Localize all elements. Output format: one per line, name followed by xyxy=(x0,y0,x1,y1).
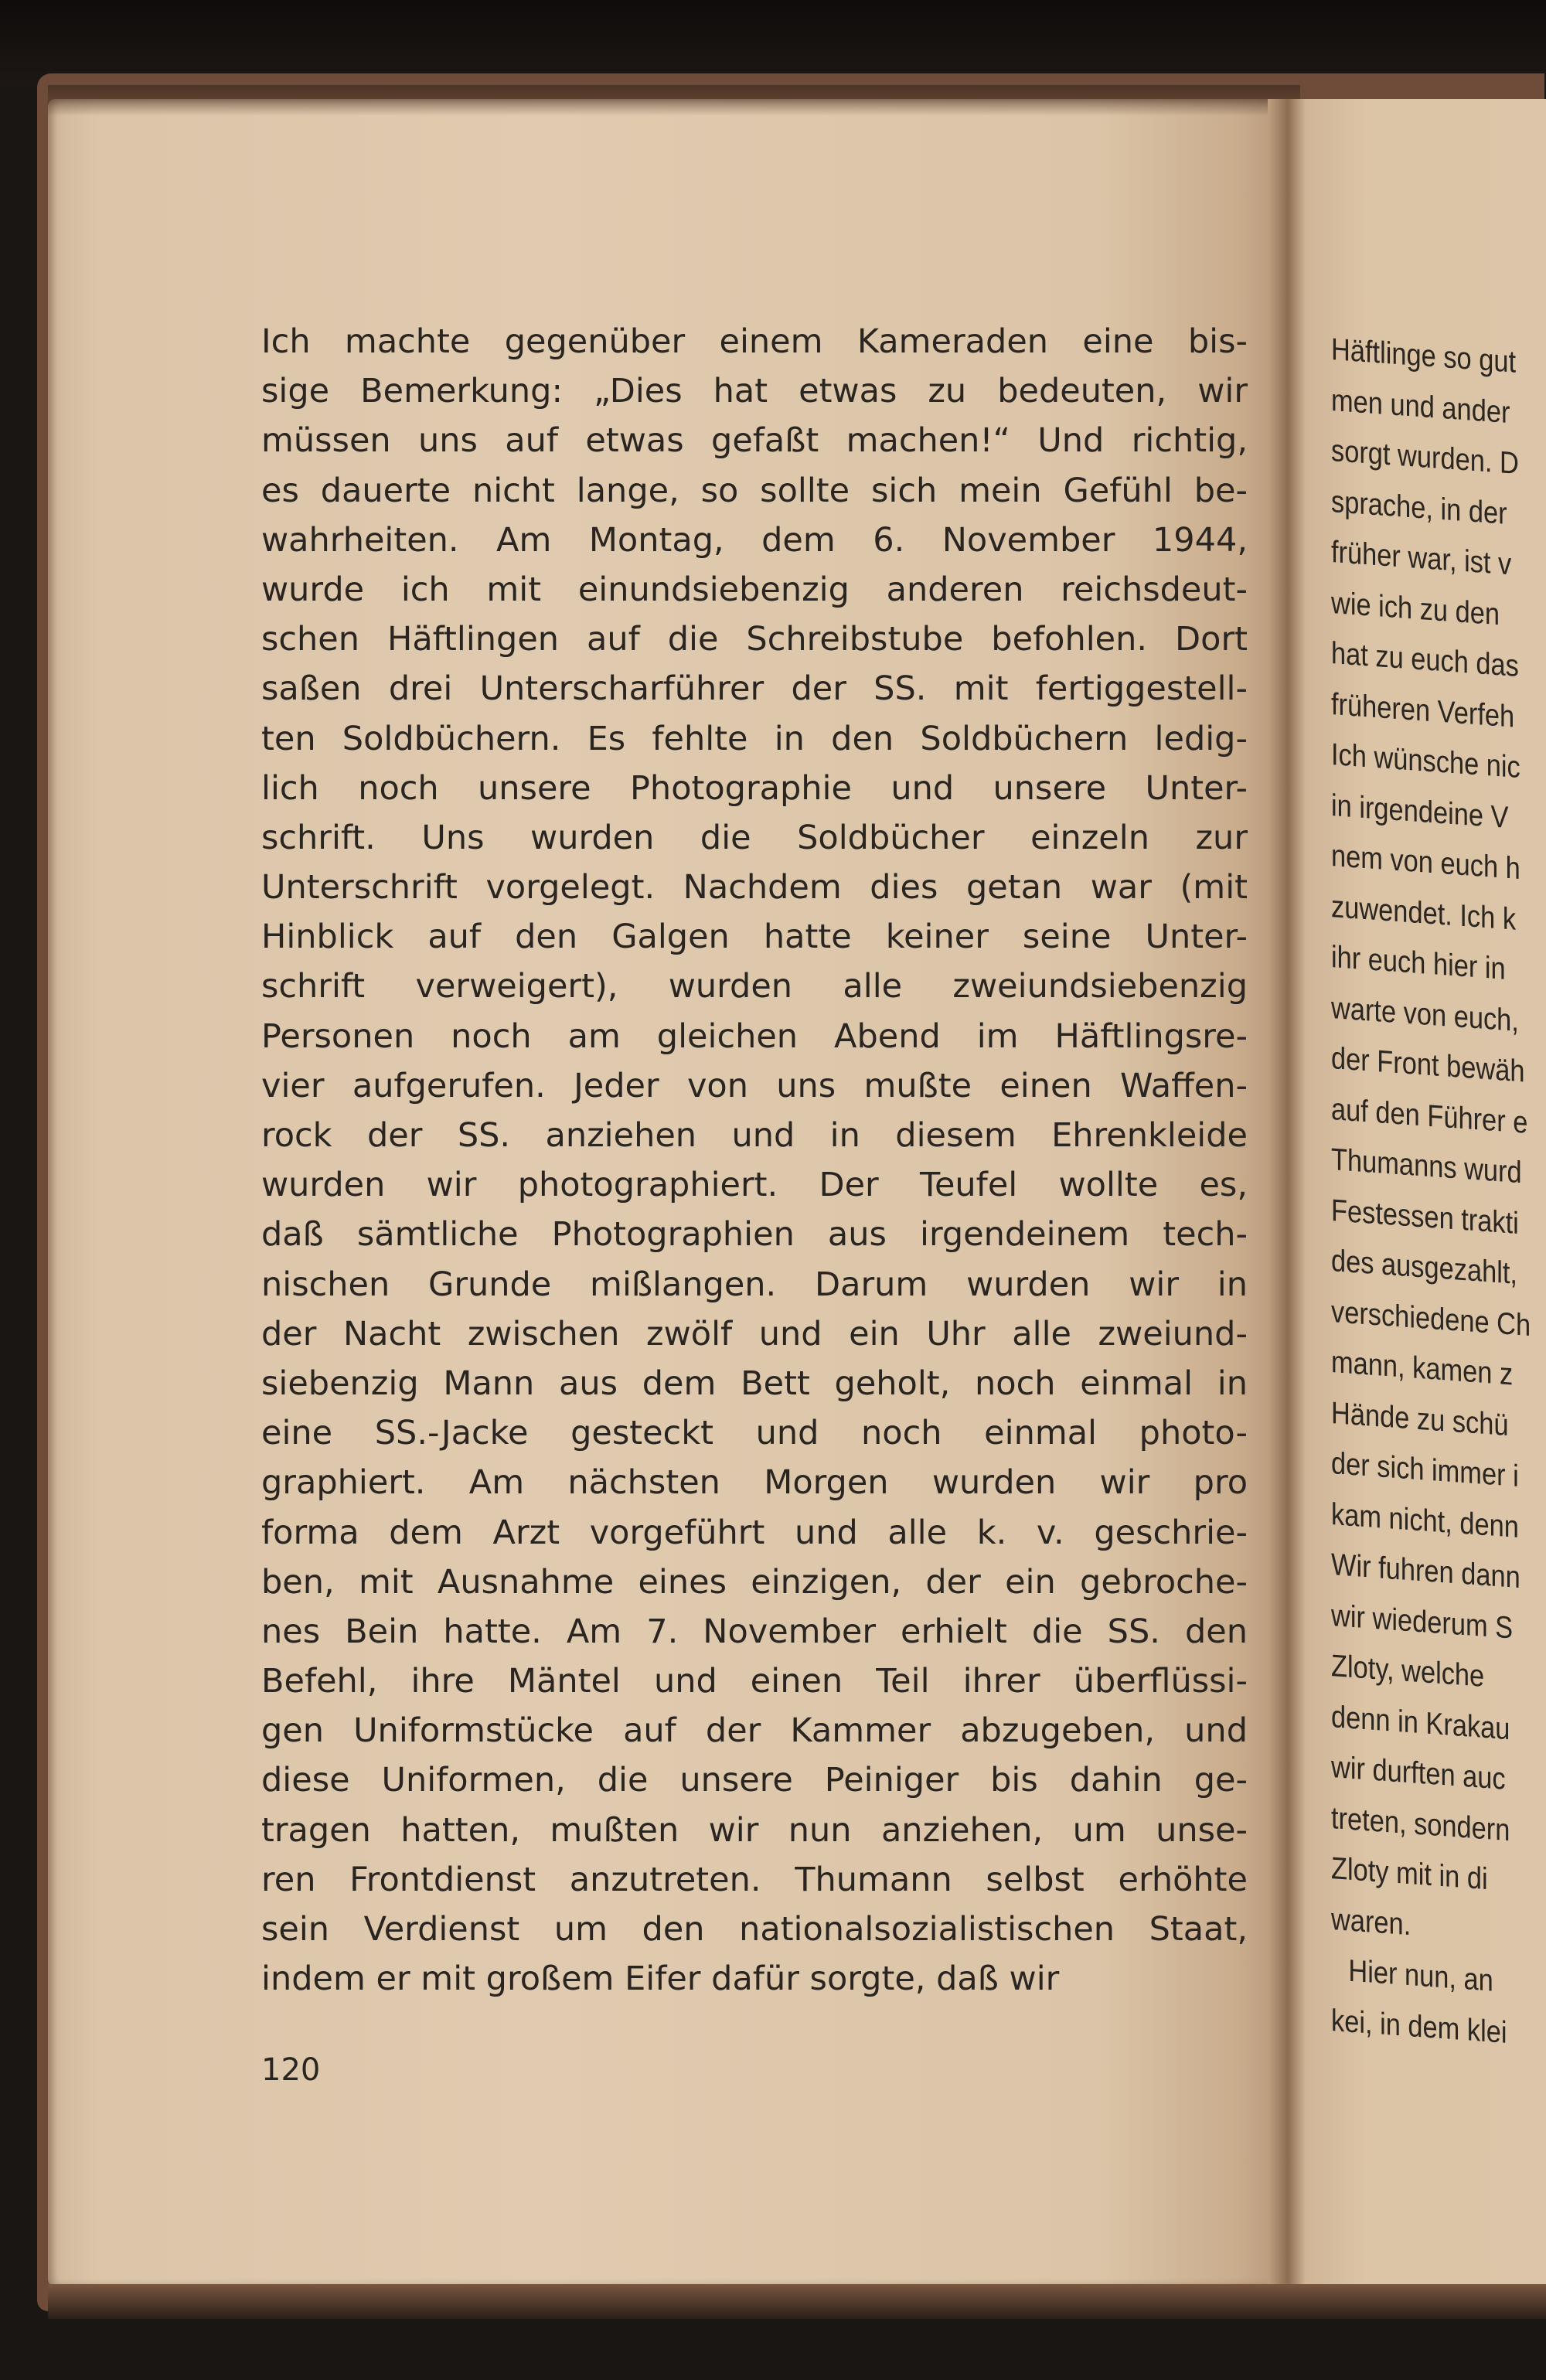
text-line: Wir fuhren dann xyxy=(1331,1548,1520,1595)
text-line: schrift verweigert), wurden alle zweiundsiebenzig xyxy=(261,967,1248,1006)
text-line: wie ich zu den xyxy=(1331,585,1500,632)
text-line: gen Uniformstücke auf der Kammer abzugeben, und xyxy=(261,1711,1248,1751)
text-line: nischen Grunde mißlangen. Darum wurden wir in xyxy=(261,1265,1248,1304)
text-line: mann, kamen z xyxy=(1331,1345,1514,1392)
text-line: kei, in dem klei xyxy=(1331,2003,1507,2050)
text-line: hat zu euch das xyxy=(1331,636,1519,683)
text-line: Zloty mit in di xyxy=(1331,1851,1488,1897)
text-line: nes Bein hatte. Am 7. November erhielt die SS. den xyxy=(261,1612,1248,1651)
text-line: indem er mit großem Eifer dafür sorgte, daß wir xyxy=(261,1959,1060,1999)
text-line: früheren Verfeh xyxy=(1331,686,1515,734)
text-line: es dauerte nicht lange, so sollte sich mein Gefühl be- xyxy=(261,471,1248,510)
text-line: diese Uniformen, die unsere Peiniger bis dahin ge- xyxy=(261,1761,1248,1800)
text-line: Unterschrift vorgelegt. Nachdem dies getan war (mit xyxy=(261,868,1248,907)
text-line: Ich machte gegenüber einem Kameraden eine bis- xyxy=(261,322,1248,361)
text-line: Festessen trakti xyxy=(1331,1193,1519,1241)
text-line: Ich wünsche nic xyxy=(1331,737,1520,785)
text-line: forma dem Arzt vorgeführt und alle k. v. geschrie- xyxy=(261,1513,1248,1552)
text-line: schen Häftlingen auf die Schreibstube befohlen. Dort xyxy=(261,620,1248,659)
page-top-shadow xyxy=(48,85,1300,116)
text-line: wahrheiten. Am Montag, dem 6. November 1944, xyxy=(261,520,1248,560)
text-line: rock der SS. anziehen und in diesem Ehrenkleide xyxy=(261,1116,1248,1155)
right-page-body-text xyxy=(1331,325,1531,2060)
text-line: Häftlinge so gut xyxy=(1331,332,1517,380)
text-line: sein Verdienst um den nationalsozialistischen Staat, xyxy=(261,1910,1248,1949)
text-line: verschiedene Ch xyxy=(1331,1294,1531,1343)
text-line: der sich immer i xyxy=(1331,1446,1519,1493)
text-line: ben, mit Ausnahme eines einzigen, der ein gebroche- xyxy=(261,1562,1248,1602)
text-line: eine SS.-Jacke gesteckt und noch einmal photo- xyxy=(261,1414,1248,1453)
text-line: daß sämtliche Photographien aus irgendeinem tech- xyxy=(261,1215,1248,1255)
text-line: wurde ich mit einundsiebenzig anderen reichsdeut- xyxy=(261,570,1248,609)
text-line: Hinblick auf den Galgen hatte keiner seine Unter- xyxy=(261,918,1248,957)
text-line: tragen hatten, mußten wir nun anziehen, um unse- xyxy=(261,1810,1248,1850)
text-line: siebenzig Mann aus dem Bett geholt, noch einmal in xyxy=(261,1364,1248,1403)
text-line: men und ander xyxy=(1331,383,1510,430)
text-line: denn in Krakau xyxy=(1331,1699,1510,1746)
text-line: wir wiederum S xyxy=(1331,1598,1514,1645)
text-line: wurden wir photographiert. Der Teufel wollte es, xyxy=(261,1166,1248,1205)
text-line: graphiert. Am nächsten Morgen wurden wir pro xyxy=(261,1463,1248,1503)
text-line: schrift. Uns wurden die Soldbücher einzeln zur xyxy=(261,818,1248,857)
text-line: treten, sondern xyxy=(1331,1800,1510,1847)
text-line: warte von euch, xyxy=(1331,990,1519,1038)
text-line: lich noch unsere Photographie und unsere Unter- xyxy=(261,768,1248,808)
book-gutter xyxy=(1268,99,1308,2302)
text-line: Zloty, welche xyxy=(1331,1649,1485,1694)
text-line: auf den Führer e xyxy=(1331,1091,1528,1140)
text-line: müssen uns auf etwas gefaßt machen!“ Und richtig, xyxy=(261,421,1248,461)
text-line: vier aufgerufen. Jeder von uns mußte einen Waffen- xyxy=(261,1066,1248,1105)
page-number: 120 xyxy=(261,2052,321,2088)
text-line: ihr euch hier in xyxy=(1331,940,1506,986)
left-page-body-text xyxy=(261,317,1248,2004)
text-line: Personen noch am gleichen Abend im Häftlingsre- xyxy=(261,1016,1248,1056)
text-line: Hier nun, an xyxy=(1348,1953,1493,1998)
text-line: sprache, in der xyxy=(1331,484,1507,531)
text-line: des ausgezahlt, xyxy=(1331,1244,1517,1291)
text-line: waren. xyxy=(1331,1902,1411,1942)
text-line: nem von euch h xyxy=(1331,839,1520,887)
text-line: zuwendet. Ich k xyxy=(1331,889,1517,937)
text-line: Thumanns wurd xyxy=(1331,1142,1522,1190)
text-line: Befehl, ihre Mäntel und einen Teil ihrer überflüssi- xyxy=(261,1662,1248,1701)
text-line: ten Soldbüchern. Es fehlte in den Soldbüchern ledig- xyxy=(261,719,1248,758)
text-line: früher war, ist v xyxy=(1331,535,1512,582)
text-line: ren Frontdienst anzutreten. Thumann selbst erhöhte xyxy=(261,1860,1248,1899)
text-line: kam nicht, denn xyxy=(1331,1496,1519,1544)
text-line: sige Bemerkung: „Dies hat etwas zu bedeuten, wir xyxy=(261,372,1248,411)
text-line: Hände zu schü xyxy=(1331,1395,1509,1442)
text-line: in irgendeine V xyxy=(1331,788,1509,835)
dark-background xyxy=(0,0,1546,85)
text-line: saßen drei Unterscharführer der SS. mit fertiggestell- xyxy=(261,669,1248,709)
page-bottom-edge xyxy=(48,2284,1546,2319)
text-line: der Nacht zwischen zwölf und ein Uhr alle zweiund- xyxy=(261,1314,1248,1353)
text-line: wir durften auc xyxy=(1331,1750,1506,1796)
text-line: sorgt wurden. D xyxy=(1331,434,1519,481)
text-line: der Front bewäh xyxy=(1331,1041,1525,1089)
